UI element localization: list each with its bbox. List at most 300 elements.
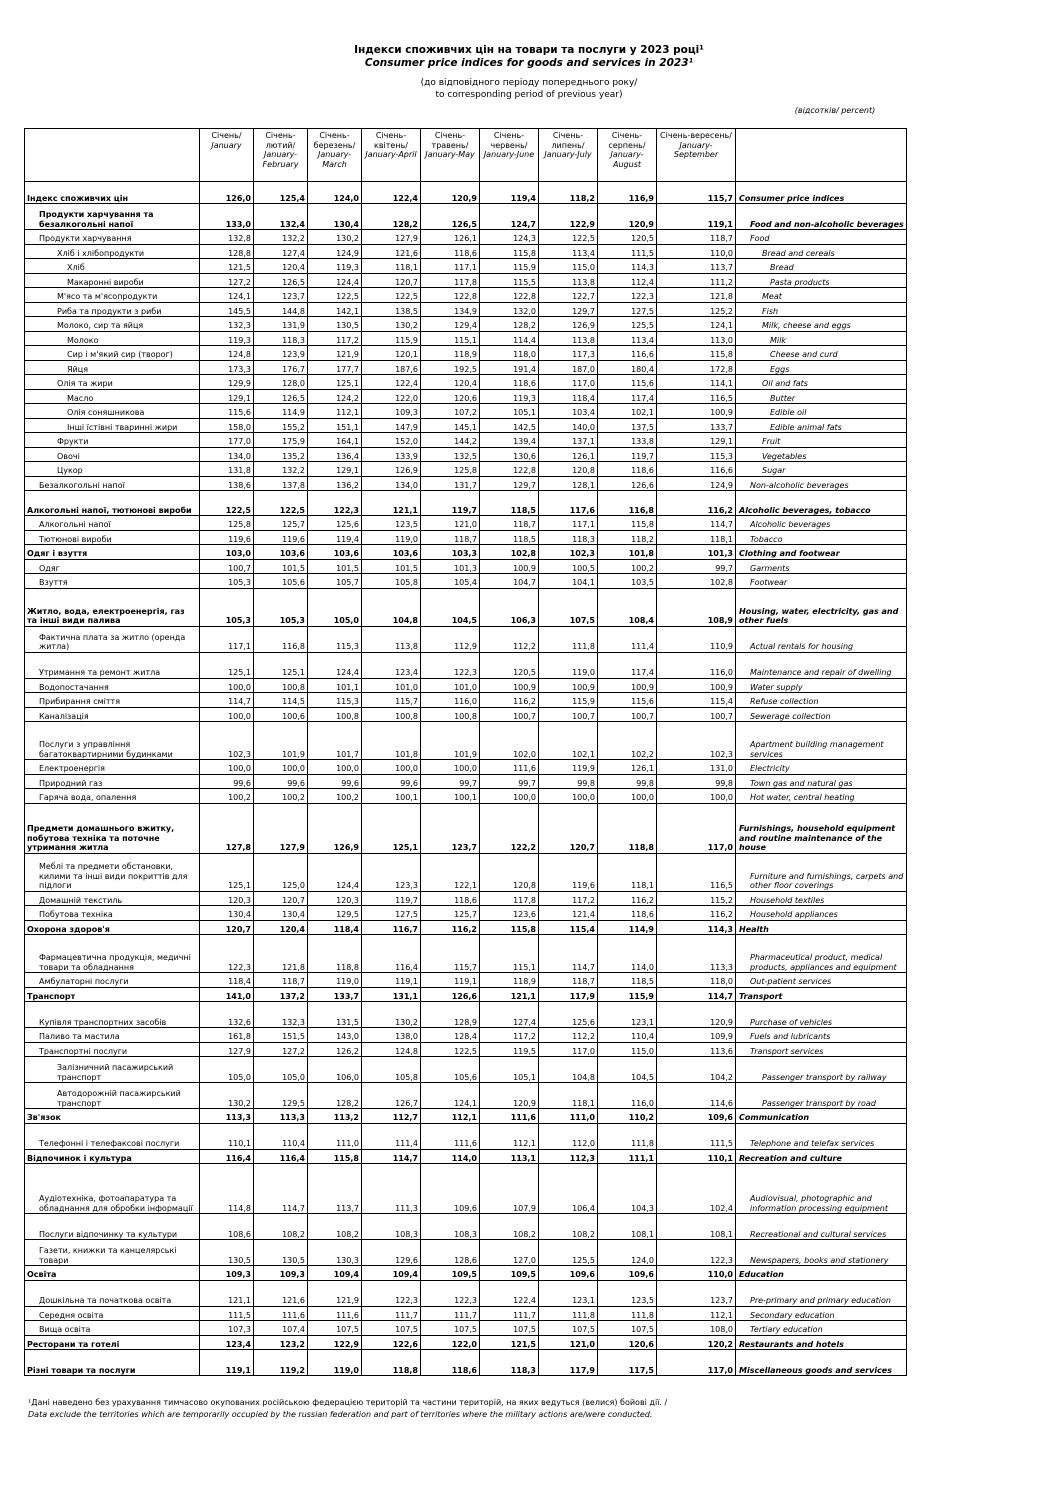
- value-cell: 125,6: [308, 516, 362, 531]
- row-label-ua: Яйця: [25, 360, 200, 375]
- row-label-ua: Утримання та ремонт житла: [25, 652, 200, 678]
- table-row: [25, 360, 907, 375]
- value-cell: 141,0: [200, 987, 254, 1002]
- value-cell: 133,7: [308, 987, 362, 1002]
- row-label-ua: Одяг і взуття: [25, 545, 200, 560]
- value-cell: 119,1: [421, 973, 480, 988]
- value-cell: 137,5: [598, 418, 657, 433]
- value-cell: 118,4: [200, 973, 254, 988]
- value-cell: 107,2: [421, 404, 480, 419]
- value-cell: 100,2: [200, 789, 254, 804]
- value-cell: 100,7: [598, 707, 657, 722]
- table-row: [25, 244, 907, 259]
- table-row: [25, 476, 907, 491]
- table-row: [25, 935, 907, 973]
- value-cell: 111,3: [362, 1164, 421, 1214]
- title-ua: Індекси споживчих цін на товари та послуги у 2023 році¹: [354, 44, 704, 56]
- value-cell: 129,7: [480, 476, 539, 491]
- value-cell: 118,8: [362, 1350, 421, 1376]
- value-cell: 116,4: [254, 1149, 308, 1164]
- row-label-en: Consumer price indices: [736, 182, 907, 204]
- value-cell: 126,6: [598, 476, 657, 491]
- value-cell: 100,0: [200, 678, 254, 693]
- row-label-ua: Безалкогольні напої: [25, 476, 200, 491]
- value-cell: 111,7: [480, 1306, 539, 1321]
- value-cell: 123,1: [539, 1280, 598, 1306]
- value-cell: 117,2: [539, 891, 598, 906]
- row-label-ua: Освіта: [25, 1266, 200, 1281]
- value-cell: 99,6: [254, 774, 308, 789]
- value-cell: 108,6: [200, 1214, 254, 1240]
- value-cell: 117,9: [539, 1350, 598, 1376]
- value-cell: 119,0: [308, 1350, 362, 1376]
- value-cell: 99,7: [480, 774, 539, 789]
- value-cell: 131,9: [254, 317, 308, 332]
- value-cell: 116,0: [598, 1083, 657, 1109]
- value-cell: 115,6: [598, 693, 657, 708]
- value-cell: 102,0: [480, 722, 539, 760]
- table-row: [25, 182, 907, 204]
- row-label-ua: Риба та продукти з риби: [25, 302, 200, 317]
- value-cell: 118,7: [254, 973, 308, 988]
- value-cell: 130,4: [254, 906, 308, 921]
- value-cell: 115,7: [657, 182, 736, 204]
- value-cell: 172,8: [657, 360, 736, 375]
- value-cell: 106,4: [539, 1164, 598, 1214]
- value-cell: 111,7: [362, 1306, 421, 1321]
- row-label-en: Secondary education: [736, 1306, 907, 1321]
- value-cell: 109,4: [362, 1266, 421, 1281]
- value-cell: 114,9: [254, 404, 308, 419]
- value-cell: 123,4: [200, 1335, 254, 1350]
- table-row: [25, 760, 907, 775]
- value-cell: 122,3: [308, 491, 362, 516]
- row-label-en: Communication: [736, 1109, 907, 1124]
- value-cell: 121,5: [200, 259, 254, 274]
- value-cell: 121,6: [254, 1280, 308, 1306]
- row-label-en: Actual rentals for housing: [736, 626, 907, 652]
- value-cell: 121,1: [480, 987, 539, 1002]
- row-label-en: Apartment building management services: [736, 722, 907, 760]
- value-cell: 112,1: [421, 1109, 480, 1124]
- table-row: [25, 803, 907, 853]
- value-cell: 115,9: [480, 259, 539, 274]
- value-cell: 99,8: [598, 774, 657, 789]
- value-cell: 125,7: [254, 516, 308, 531]
- row-label-en: Edible oil: [736, 404, 907, 419]
- value-cell: 122,8: [421, 288, 480, 303]
- row-label-en: Tobacco: [736, 530, 907, 545]
- value-cell: 121,0: [421, 516, 480, 531]
- row-label-en: Milk: [736, 331, 907, 346]
- value-cell: 126,1: [539, 447, 598, 462]
- value-cell: 104,1: [539, 574, 598, 589]
- row-label-ua: Фармацевтична продукція, медичні товари та обладнання: [25, 935, 200, 973]
- value-cell: 114,8: [200, 1164, 254, 1214]
- value-cell: 134,0: [362, 476, 421, 491]
- table-row: [25, 1335, 907, 1350]
- row-label-en: Butter: [736, 389, 907, 404]
- value-cell: 138,5: [362, 302, 421, 317]
- value-cell: 120,2: [657, 1335, 736, 1350]
- value-cell: 125,1: [362, 803, 421, 853]
- value-cell: 100,0: [421, 760, 480, 775]
- value-cell: 125,5: [598, 317, 657, 332]
- value-cell: 115,6: [598, 375, 657, 390]
- value-cell: 113,4: [598, 331, 657, 346]
- value-cell: 118,2: [539, 182, 598, 204]
- value-cell: 105,8: [362, 574, 421, 589]
- row-label-en: Food: [736, 230, 907, 245]
- row-label-ua: Взуття: [25, 574, 200, 589]
- value-cell: 109,4: [308, 1266, 362, 1281]
- value-cell: 117,2: [308, 331, 362, 346]
- row-label-en: Transport: [736, 987, 907, 1002]
- value-cell: 99,7: [657, 559, 736, 574]
- value-cell: 115,9: [539, 693, 598, 708]
- value-cell: 116,5: [657, 853, 736, 891]
- value-cell: 117,6: [539, 491, 598, 516]
- value-cell: 119,1: [362, 973, 421, 988]
- value-cell: 111,4: [362, 1123, 421, 1149]
- value-cell: 123,7: [421, 803, 480, 853]
- row-label-en: Restaurants and hotels: [736, 1335, 907, 1350]
- header-col-1: Січень/ January: [200, 129, 254, 182]
- value-cell: 102,1: [598, 404, 657, 419]
- value-cell: 114,7: [657, 516, 736, 531]
- value-cell: 113,2: [308, 1109, 362, 1124]
- value-cell: 113,8: [362, 626, 421, 652]
- table-row: [25, 530, 907, 545]
- value-cell: 112,7: [362, 1109, 421, 1124]
- value-cell: 145,1: [421, 418, 480, 433]
- value-cell: 105,7: [308, 574, 362, 589]
- table-header-row: [25, 129, 907, 182]
- value-cell: 139,4: [480, 433, 539, 448]
- value-cell: 130,5: [308, 317, 362, 332]
- value-cell: 115,1: [480, 935, 539, 973]
- table-row: [25, 559, 907, 574]
- value-cell: 124,8: [200, 346, 254, 361]
- row-label-ua: Макаронні вироби: [25, 273, 200, 288]
- value-cell: 124,9: [657, 476, 736, 491]
- row-label-ua: Паливо та мастила: [25, 1028, 200, 1043]
- value-cell: 100,2: [308, 789, 362, 804]
- value-cell: 128,6: [421, 1240, 480, 1266]
- value-cell: 123,3: [362, 853, 421, 891]
- value-cell: 118,9: [480, 973, 539, 988]
- value-cell: 127,4: [480, 1002, 539, 1028]
- value-cell: 120,5: [598, 230, 657, 245]
- value-cell: 129,5: [308, 906, 362, 921]
- value-cell: 129,5: [254, 1083, 308, 1109]
- value-cell: 122,9: [308, 1335, 362, 1350]
- value-cell: 125,7: [421, 906, 480, 921]
- value-cell: 112,1: [308, 404, 362, 419]
- row-label-ua: Продукти харчування та безалкогольні напої: [25, 204, 200, 230]
- value-cell: 119,4: [480, 182, 539, 204]
- value-cell: 111,6: [480, 1109, 539, 1124]
- value-cell: 126,1: [598, 760, 657, 775]
- value-cell: 107,5: [598, 1321, 657, 1336]
- value-cell: 115,3: [308, 693, 362, 708]
- row-label-ua: Транспортні послуги: [25, 1042, 200, 1057]
- table-row: [25, 1057, 907, 1083]
- value-cell: 122,4: [362, 182, 421, 204]
- value-cell: 129,1: [308, 462, 362, 477]
- row-label-en: Refuse collection: [736, 693, 907, 708]
- value-cell: 130,3: [308, 1240, 362, 1266]
- value-cell: 117,8: [480, 891, 539, 906]
- value-cell: 127,8: [200, 803, 254, 853]
- value-cell: 129,1: [657, 433, 736, 448]
- value-cell: 112,0: [539, 1123, 598, 1149]
- value-cell: 100,0: [598, 789, 657, 804]
- value-cell: 118,7: [539, 973, 598, 988]
- value-cell: 101,3: [657, 545, 736, 560]
- value-cell: 116,5: [657, 389, 736, 404]
- row-label-ua: Прибирання сміття: [25, 693, 200, 708]
- value-cell: 126,7: [362, 1083, 421, 1109]
- row-label-ua: Цукор: [25, 462, 200, 477]
- value-cell: 173,3: [200, 360, 254, 375]
- row-label-ua: Газети, книжки та канцелярські товари: [25, 1240, 200, 1266]
- value-cell: 122,8: [480, 288, 539, 303]
- value-cell: 116,6: [657, 462, 736, 477]
- value-cell: 107,5: [362, 1321, 421, 1336]
- value-cell: 116,2: [421, 920, 480, 935]
- value-cell: 111,7: [421, 1306, 480, 1321]
- value-cell: 120,6: [421, 389, 480, 404]
- value-cell: 151,1: [308, 418, 362, 433]
- value-cell: 100,9: [480, 559, 539, 574]
- value-cell: 115,8: [480, 920, 539, 935]
- value-cell: 100,1: [421, 789, 480, 804]
- value-cell: 105,0: [308, 588, 362, 626]
- table-row: [25, 288, 907, 303]
- row-label-en: Telephone and telefax services: [736, 1123, 907, 1149]
- row-label-ua: Меблі та предмети обстановки, килими та інші види покриттів для підлоги: [25, 853, 200, 891]
- row-label-ua: Вища освіта: [25, 1321, 200, 1336]
- value-cell: 122,0: [421, 1335, 480, 1350]
- value-cell: 105,1: [480, 404, 539, 419]
- value-cell: 114,7: [362, 1149, 421, 1164]
- row-label-en: Education: [736, 1266, 907, 1281]
- value-cell: 144,8: [254, 302, 308, 317]
- value-cell: 117,0: [657, 1350, 736, 1376]
- value-cell: 142,5: [480, 418, 539, 433]
- value-cell: 101,0: [362, 678, 421, 693]
- value-cell: 113,1: [480, 1149, 539, 1164]
- value-cell: 124,2: [308, 389, 362, 404]
- value-cell: 111,0: [539, 1109, 598, 1124]
- value-cell: 177,7: [308, 360, 362, 375]
- value-cell: 102,8: [480, 545, 539, 560]
- value-cell: 118,6: [598, 462, 657, 477]
- value-cell: 108,2: [480, 1214, 539, 1240]
- row-label-ua: Фактична плата за житло (оренда житла): [25, 626, 200, 652]
- value-cell: 114,0: [421, 1149, 480, 1164]
- value-cell: 104,8: [362, 588, 421, 626]
- row-label-en: Health: [736, 920, 907, 935]
- value-cell: 112,1: [480, 1123, 539, 1149]
- row-label-en: Milk, cheese and eggs: [736, 317, 907, 332]
- value-cell: 100,8: [308, 707, 362, 722]
- row-label-en: Bread and cereals: [736, 244, 907, 259]
- value-cell: 113,3: [200, 1109, 254, 1124]
- value-cell: 127,9: [254, 803, 308, 853]
- value-cell: 125,1: [200, 853, 254, 891]
- table-row: [25, 1266, 907, 1281]
- value-cell: 124,0: [598, 1240, 657, 1266]
- row-label-ua: Інші їстівні тваринні жири: [25, 418, 200, 433]
- row-label-ua: Фрукти: [25, 433, 200, 448]
- row-label-ua: Транспорт: [25, 987, 200, 1002]
- value-cell: 132,4: [254, 204, 308, 230]
- value-cell: 138,0: [362, 1028, 421, 1043]
- value-cell: 124,1: [657, 317, 736, 332]
- table-row: [25, 1109, 907, 1124]
- value-cell: 120,5: [480, 652, 539, 678]
- value-cell: 122,6: [362, 1335, 421, 1350]
- row-label-ua: Автодорожній пасажирський транспорт: [25, 1083, 200, 1109]
- value-cell: 108,0: [657, 1321, 736, 1336]
- value-cell: 100,9: [598, 678, 657, 693]
- value-cell: 110,2: [598, 1109, 657, 1124]
- row-label-en: Fruit: [736, 433, 907, 448]
- value-cell: 118,4: [539, 389, 598, 404]
- header-col-6: Січень-червень/ January-June: [480, 129, 539, 182]
- value-cell: 119,7: [362, 891, 421, 906]
- value-cell: 108,1: [657, 1214, 736, 1240]
- value-cell: 147,9: [362, 418, 421, 433]
- value-cell: 113,3: [657, 935, 736, 973]
- value-cell: 105,0: [254, 1057, 308, 1083]
- row-label-en: Passenger transport by road: [736, 1083, 907, 1109]
- value-cell: 116,6: [598, 346, 657, 361]
- row-label-ua: М'ясо та м'ясопродукти: [25, 288, 200, 303]
- row-label-en: Alcoholic beverages, tobacco: [736, 491, 907, 516]
- table-row: [25, 346, 907, 361]
- table-row: [25, 491, 907, 516]
- value-cell: 120,1: [362, 346, 421, 361]
- row-label-en: Fuels and lubricants: [736, 1028, 907, 1043]
- value-cell: 111,8: [598, 1306, 657, 1321]
- value-cell: 119,1: [657, 204, 736, 230]
- value-cell: 130,5: [254, 1240, 308, 1266]
- value-cell: 99,7: [421, 774, 480, 789]
- value-cell: 109,3: [362, 404, 421, 419]
- value-cell: 126,6: [421, 987, 480, 1002]
- value-cell: 127,5: [598, 302, 657, 317]
- value-cell: 121,9: [308, 1280, 362, 1306]
- row-label-en: Passenger transport by railway: [736, 1057, 907, 1083]
- value-cell: 114,7: [657, 987, 736, 1002]
- table-row: [25, 331, 907, 346]
- value-cell: 112,4: [598, 273, 657, 288]
- row-label-ua: Різні товари та послуги: [25, 1350, 200, 1376]
- value-cell: 111,6: [421, 1123, 480, 1149]
- row-label-ua: Тютюнові вироби: [25, 530, 200, 545]
- value-cell: 132,0: [480, 302, 539, 317]
- value-cell: 124,8: [362, 1042, 421, 1057]
- value-cell: 118,6: [421, 891, 480, 906]
- table-row: [25, 678, 907, 693]
- row-label-ua: Масло: [25, 389, 200, 404]
- value-cell: 109,5: [480, 1266, 539, 1281]
- value-cell: 130,4: [308, 204, 362, 230]
- value-cell: 104,7: [480, 574, 539, 589]
- value-cell: 105,1: [480, 1057, 539, 1083]
- value-cell: 115,9: [362, 331, 421, 346]
- row-label-ua: Житло, вода, електроенергія, газ та інші види палива: [25, 588, 200, 626]
- table-row: [25, 987, 907, 1002]
- header-blank-left: [25, 129, 200, 182]
- footnote-en: Data exclude the territories which are temporarily occupied by the russian federation and part of territories where the military actions are/were conducted.: [28, 1410, 653, 1419]
- row-label-en: Non-alcoholic beverages: [736, 476, 907, 491]
- value-cell: 109,6: [598, 1266, 657, 1281]
- row-label-en: Audiovisual, photographic and information processing equipment: [736, 1164, 907, 1214]
- value-cell: 126,9: [308, 803, 362, 853]
- row-label-ua: Олія соняшникова: [25, 404, 200, 419]
- value-cell: 117,1: [200, 626, 254, 652]
- value-cell: 119,5: [480, 1042, 539, 1057]
- value-cell: 99,8: [539, 774, 598, 789]
- row-label-en: Household textiles: [736, 891, 907, 906]
- value-cell: 122,2: [480, 803, 539, 853]
- value-cell: 129,4: [421, 317, 480, 332]
- row-label-en: Clothing and footwear: [736, 545, 907, 560]
- table-row: [25, 1028, 907, 1043]
- value-cell: 121,0: [539, 1335, 598, 1350]
- value-cell: 111,6: [308, 1306, 362, 1321]
- value-cell: 122,9: [539, 204, 598, 230]
- row-label-ua: Хліб: [25, 259, 200, 274]
- table-row: [25, 230, 907, 245]
- value-cell: 122,3: [421, 1280, 480, 1306]
- value-cell: 110,0: [657, 1266, 736, 1281]
- value-cell: 115,7: [362, 693, 421, 708]
- value-cell: 116,2: [480, 693, 539, 708]
- table-row: [25, 1123, 907, 1149]
- table-row: [25, 891, 907, 906]
- value-cell: 108,2: [254, 1214, 308, 1240]
- row-label-en: Cheese and curd: [736, 346, 907, 361]
- value-cell: 102,3: [200, 722, 254, 760]
- value-cell: 109,6: [421, 1164, 480, 1214]
- table-row: [25, 404, 907, 419]
- table-row: [25, 204, 907, 230]
- value-cell: 124,4: [308, 652, 362, 678]
- table-row: [25, 1350, 907, 1376]
- row-label-ua: Сир і м'який сир (творог): [25, 346, 200, 361]
- header-col-8: Січень-серпень/ January-August: [598, 129, 657, 182]
- row-label-en: Vegetables: [736, 447, 907, 462]
- value-cell: 122,5: [421, 1042, 480, 1057]
- table-row: [25, 1149, 907, 1164]
- value-cell: 100,2: [598, 559, 657, 574]
- value-cell: 115,0: [598, 1042, 657, 1057]
- value-cell: 128,2: [480, 317, 539, 332]
- value-cell: 125,4: [254, 182, 308, 204]
- value-cell: 111,1: [598, 1149, 657, 1164]
- value-cell: 115,2: [657, 891, 736, 906]
- value-cell: 122,5: [362, 288, 421, 303]
- value-cell: 99,6: [200, 774, 254, 789]
- value-cell: 124,9: [308, 244, 362, 259]
- value-cell: 100,0: [308, 760, 362, 775]
- value-cell: 132,6: [200, 1002, 254, 1028]
